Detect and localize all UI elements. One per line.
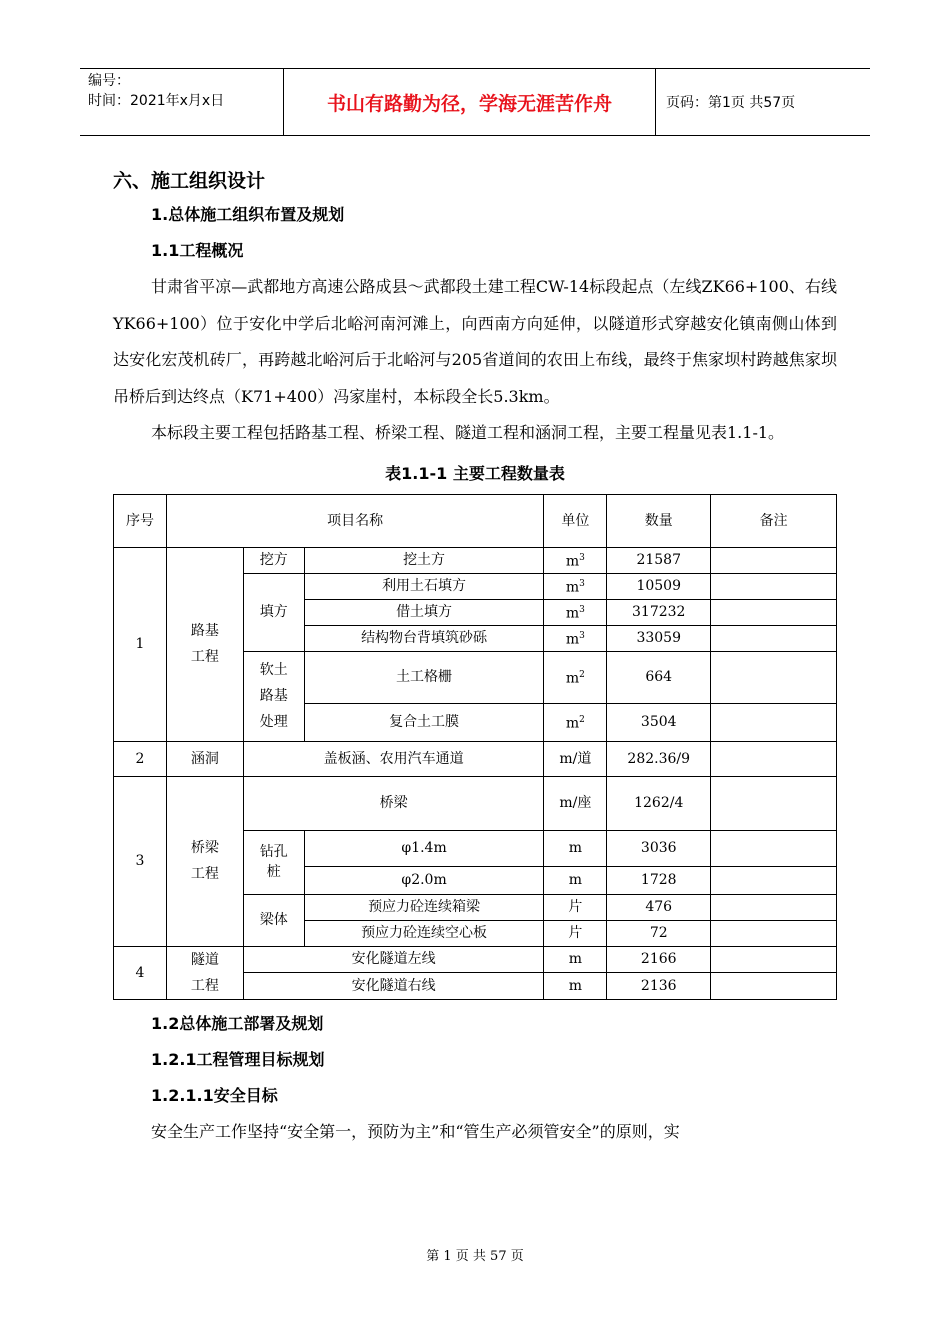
- item-qty: 33059: [607, 625, 711, 651]
- item-qty: 664: [607, 651, 711, 703]
- item-unit: m/座: [544, 776, 607, 830]
- item-name: 盖板涵、农用汽车通道: [243, 741, 544, 776]
- row-no: 3: [114, 776, 167, 946]
- time-label: 时间：2021年x月x日: [88, 93, 225, 109]
- item-note: [711, 547, 837, 573]
- unit-exp: 3: [579, 579, 585, 590]
- subgroup-name: [243, 651, 304, 741]
- subgroup-name-text: 软土路基处理: [259, 662, 288, 730]
- item-note: [711, 894, 837, 920]
- unit-exp: 2: [579, 670, 585, 681]
- group-name: [166, 547, 243, 741]
- item-unit: [544, 573, 607, 599]
- subgroup-name: 梁体: [243, 894, 304, 946]
- code-label: 编号：: [88, 73, 130, 89]
- item-note: [711, 776, 837, 830]
- item-note: [711, 703, 837, 741]
- unit-base: m: [565, 631, 580, 648]
- group-name: [166, 776, 243, 946]
- unit-exp: 3: [579, 631, 585, 642]
- item-name: 预应力砼连续箱梁: [304, 894, 544, 920]
- item-note: [711, 625, 837, 651]
- item-name: 预应力砼连续空心板: [304, 920, 544, 946]
- unit-base: m: [565, 715, 580, 732]
- unit-exp: 2: [579, 715, 585, 726]
- item-unit: m: [544, 973, 607, 1000]
- item-unit: [544, 651, 607, 703]
- unit-exp: 3: [579, 605, 585, 616]
- item-unit: [544, 625, 607, 651]
- section-title: 六、施工组织设计: [113, 170, 266, 192]
- overview-paragraph: 甘肃省平凉—武都地方高速公路成县～武都段土建工程CW-14标段起点（左线ZK66+100、右线YK66+100）位于安化中学后北峪河南河滩上，向西南方向延伸，以隧道形式穿越安化镇南侧山体到达安化宏茂机砖厂，再跨越北峪河后于北峪河与205省道间的农田上布线，最终于焦家坝村跨越焦家坝吊桥后到达终点（K71+400）冯家崖村，本标段全长5.3km。: [113, 277, 837, 406]
- unit-base: m: [565, 605, 580, 622]
- scope-paragraph: 本标段主要工程包括路基工程、桥梁工程、隧道工程和涵洞工程，主要工程量见表1.1-1。: [151, 423, 785, 442]
- row-no: 1: [114, 547, 167, 741]
- item-name: φ1.4m: [304, 830, 544, 866]
- header-no: 序号: [114, 494, 167, 547]
- item-name: 结构物台背填筑砂砾: [304, 625, 544, 651]
- header-qty: 数量: [607, 494, 711, 547]
- heading-1-2-1-1: 1.2.1.1安全目标: [151, 1085, 278, 1105]
- header-unit: 单位: [544, 494, 607, 547]
- page-header: [80, 68, 870, 136]
- item-qty: 476: [607, 894, 711, 920]
- header-meta: [80, 69, 283, 135]
- item-name: 安化隧道右线: [243, 973, 544, 1000]
- item-note: [711, 651, 837, 703]
- item-name: 借土填方: [304, 599, 544, 625]
- heading-1-2: 1.2总体施工部署及规划: [151, 1013, 324, 1033]
- item-unit: m/道: [544, 741, 607, 776]
- item-qty: 2166: [607, 946, 711, 973]
- unit-base: m: [565, 553, 580, 570]
- row-no: 4: [114, 946, 167, 999]
- item-unit: [544, 547, 607, 573]
- item-qty: 1728: [607, 866, 711, 894]
- heading-1-1: 1.1工程概况: [151, 241, 244, 260]
- subgroup-name: 挖方: [243, 547, 304, 573]
- item-unit: [544, 599, 607, 625]
- item-name: 安化隧道左线: [243, 946, 544, 973]
- unit-base: m: [565, 579, 580, 596]
- item-note: [711, 973, 837, 1000]
- item-note: [711, 599, 837, 625]
- item-unit: m: [544, 946, 607, 973]
- item-qty: 2136: [607, 973, 711, 1000]
- item-qty: 72: [607, 920, 711, 946]
- row-no: 2: [114, 741, 167, 776]
- table-row: [114, 547, 837, 573]
- item-note: [711, 741, 837, 776]
- item-unit: [544, 703, 607, 741]
- unit-exp: 3: [579, 553, 585, 564]
- item-name: 复合土工膜: [304, 703, 544, 741]
- table-row: [114, 946, 837, 973]
- item-qty: 282.36/9: [607, 741, 711, 776]
- item-unit: 片: [544, 920, 607, 946]
- item-qty: 3504: [607, 703, 711, 741]
- heading-1-2-1: 1.2.1工程管理目标规划: [151, 1049, 325, 1069]
- item-name: 利用土石填方: [304, 573, 544, 599]
- item-note: [711, 946, 837, 973]
- item-note: [711, 920, 837, 946]
- document-body: [113, 165, 837, 1150]
- item-qty: 317232: [607, 599, 711, 625]
- subgroup-name-text: 钻孔桩: [259, 844, 288, 880]
- item-name: 挖土方: [304, 547, 544, 573]
- item-name: 桥梁: [243, 776, 544, 830]
- header-page-info: 页码：第1页 共57页: [666, 95, 796, 111]
- subgroup-name: [243, 830, 304, 894]
- table-caption: 表1.1-1 主要工程数量表: [385, 463, 565, 483]
- header-item: 项目名称: [166, 494, 543, 547]
- subgroup-name: 填方: [243, 573, 304, 651]
- group-name: [166, 946, 243, 999]
- item-qty: 21587: [607, 547, 711, 573]
- unit-base: m: [565, 670, 580, 687]
- group-name-text: 隧道工程: [190, 951, 219, 994]
- heading-1: 1.总体施工组织布置及规划: [151, 205, 345, 224]
- group-name-text: 桥梁工程: [190, 840, 219, 882]
- page-footer: 第 1 页 共 57 页: [426, 1249, 524, 1264]
- item-name: φ2.0m: [304, 866, 544, 894]
- item-qty: 10509: [607, 573, 711, 599]
- header-note: 备注: [711, 494, 837, 547]
- safety-paragraph: 安全生产工作坚持“安全第一，预防为主”和“管生产必须管安全”的原则，实: [151, 1121, 680, 1141]
- item-note: [711, 830, 837, 866]
- table-row: [114, 741, 837, 776]
- item-unit: m: [544, 866, 607, 894]
- item-qty: 3036: [607, 830, 711, 866]
- item-qty: 1262/4: [607, 776, 711, 830]
- item-name: 土工格栅: [304, 651, 544, 703]
- group-name-text: 路基工程: [190, 623, 219, 665]
- table-row: [114, 776, 837, 830]
- quantity-table: [113, 494, 837, 1000]
- item-unit: m: [544, 830, 607, 866]
- item-note: [711, 866, 837, 894]
- group-name: 涵洞: [166, 741, 243, 776]
- header-motto: 书山有路勤为径，学海无涯苦作舟: [283, 69, 656, 135]
- item-unit: 片: [544, 894, 607, 920]
- item-note: [711, 573, 837, 599]
- table-header-row: [114, 494, 837, 547]
